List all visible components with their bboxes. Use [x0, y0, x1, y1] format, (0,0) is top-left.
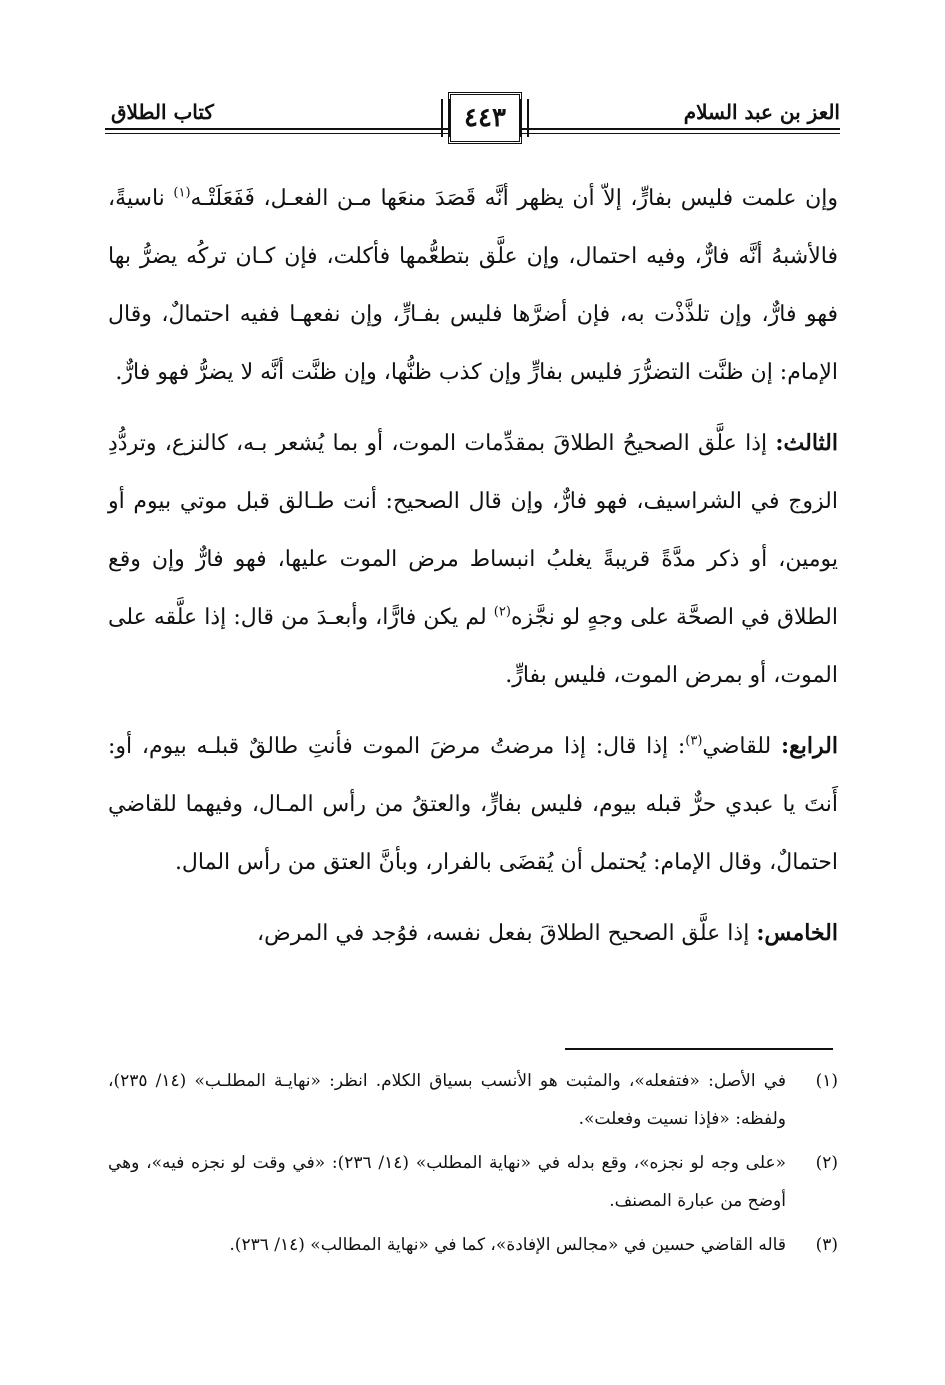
footnote — [108, 1062, 838, 1138]
running-header — [105, 92, 840, 144]
footnote-text: قاله القاضي حسين في «مجالس الإفادة»، كما في «نهاية المطالب» (١٤/ ٢٣٦). — [229, 1235, 786, 1255]
paragraph-text: للقاضي — [702, 734, 781, 759]
footnote-ref: (٣) — [685, 733, 703, 749]
running-head-author: العز بن عبد السلام — [683, 100, 840, 124]
page-number: ٤٤٣ — [464, 103, 506, 133]
footnote-ref: (١) — [173, 185, 191, 201]
footnotes — [108, 1062, 838, 1270]
paragraph — [108, 414, 838, 705]
paragraph-text: لم يكن فارًّا، وأبعـدَ من قال: إذا علَّقه على الموت، أو بمرض الموت، فليس بفارٍّ. — [108, 605, 838, 688]
paragraph — [108, 170, 838, 402]
footnote — [108, 1226, 838, 1264]
paragraph-text: : إذا قال: إذا مرضتُ مرضَ الموت فأنتِ طالقٌ قبلـه بيوم، أو: أَنتَ يا عبدي حرٌّ قبله بيوم، فليس بفارٍّ، والعتقُ من رأس المـال، وفيهما للقاضي احتمالٌ، وقال الإمام: يُحتمل أن يُقضَى بالفرار، وبأنَّ العتق من رأس المال. — [108, 734, 838, 875]
paragraph — [108, 904, 838, 963]
footnote-text: في الأصل: «فتفعله»، والمثبت هو الأنسب بسياق الكلام. انظر: «نهايـة المطلـب» (١٤/ ٢٣٥)، ولفظه: «فإذا نسيت وفعلت». — [108, 1071, 786, 1129]
footnote-number: (٢) — [815, 1153, 838, 1173]
page-number-frame — [448, 92, 522, 144]
footnote-ref: (٢) — [493, 604, 511, 620]
paragraph-text: وإن علمت فليس بفارٍّ، إلاّ أن يظهر أنَّه قَصَدَ منعَها مـن الفعـل، فَفَعَلَتْـه — [190, 186, 838, 211]
main-text — [108, 170, 838, 975]
section-lead: الثالث: — [775, 430, 838, 456]
section-lead: الرابع: — [780, 733, 838, 759]
paragraph-text: إذا علَّق الصحيحُ الطلاقَ بمقدِّمات الموت، أو بما يُشعر بـه، كالنزع، وتردُّدِ الزوج في الشراسيف، فهو فارٌّ، وإن قال الصحيح: أنت طـالق قبل موتي بيوم أو يومين، أو ذكر مدَّةً قريبةً يغلبُ انبساط مرض الموت عليها، فهو فارٌّ وإن وقع الطلاق في الصحَّة على وجهٍ لو نجَّزه — [108, 431, 838, 630]
footnote — [108, 1144, 838, 1220]
footnote-number: (١) — [815, 1071, 838, 1091]
running-head-title: كتاب الطلاق — [111, 100, 214, 124]
paragraph-text: إذا علَّق الصحيح الطلاقَ بفعل نفسه، فوُجد في المرض، — [257, 921, 757, 946]
paragraph — [108, 717, 838, 892]
footnote-text: «على وجه لو نجزه»، وقع بدله في «نهاية المطلب» (١٤/ ٢٣٦): «في وقت لو نجزه فيه»، وهي أوضح من عبارة المصنف. — [108, 1153, 786, 1211]
footnote-number: (٣) — [815, 1235, 838, 1255]
paragraph-text: ناسيةً، فالأشبهُ أنَّه فارٌّ، وفيه احتمال، وإن علَّق بتطعُّمها فأكلت، فإن كـان تركُه يضرُّ بها فهو فارٌّ، وإن تلذَّذْت به، فإن أضرَّها فليس بفـارٍّ، وإن نفعهـا ففيه احتمالٌ، وقال الإمام: إن ظنَّت التضرُّرَ فليس بفارٍّ وإن كذب ظنُّها، وإن ظنَّت أنَّه لا يضرُّ فهو فارٌّ. — [108, 186, 838, 385]
footnote-separator — [565, 1048, 833, 1050]
section-lead: الخامس: — [756, 920, 838, 946]
